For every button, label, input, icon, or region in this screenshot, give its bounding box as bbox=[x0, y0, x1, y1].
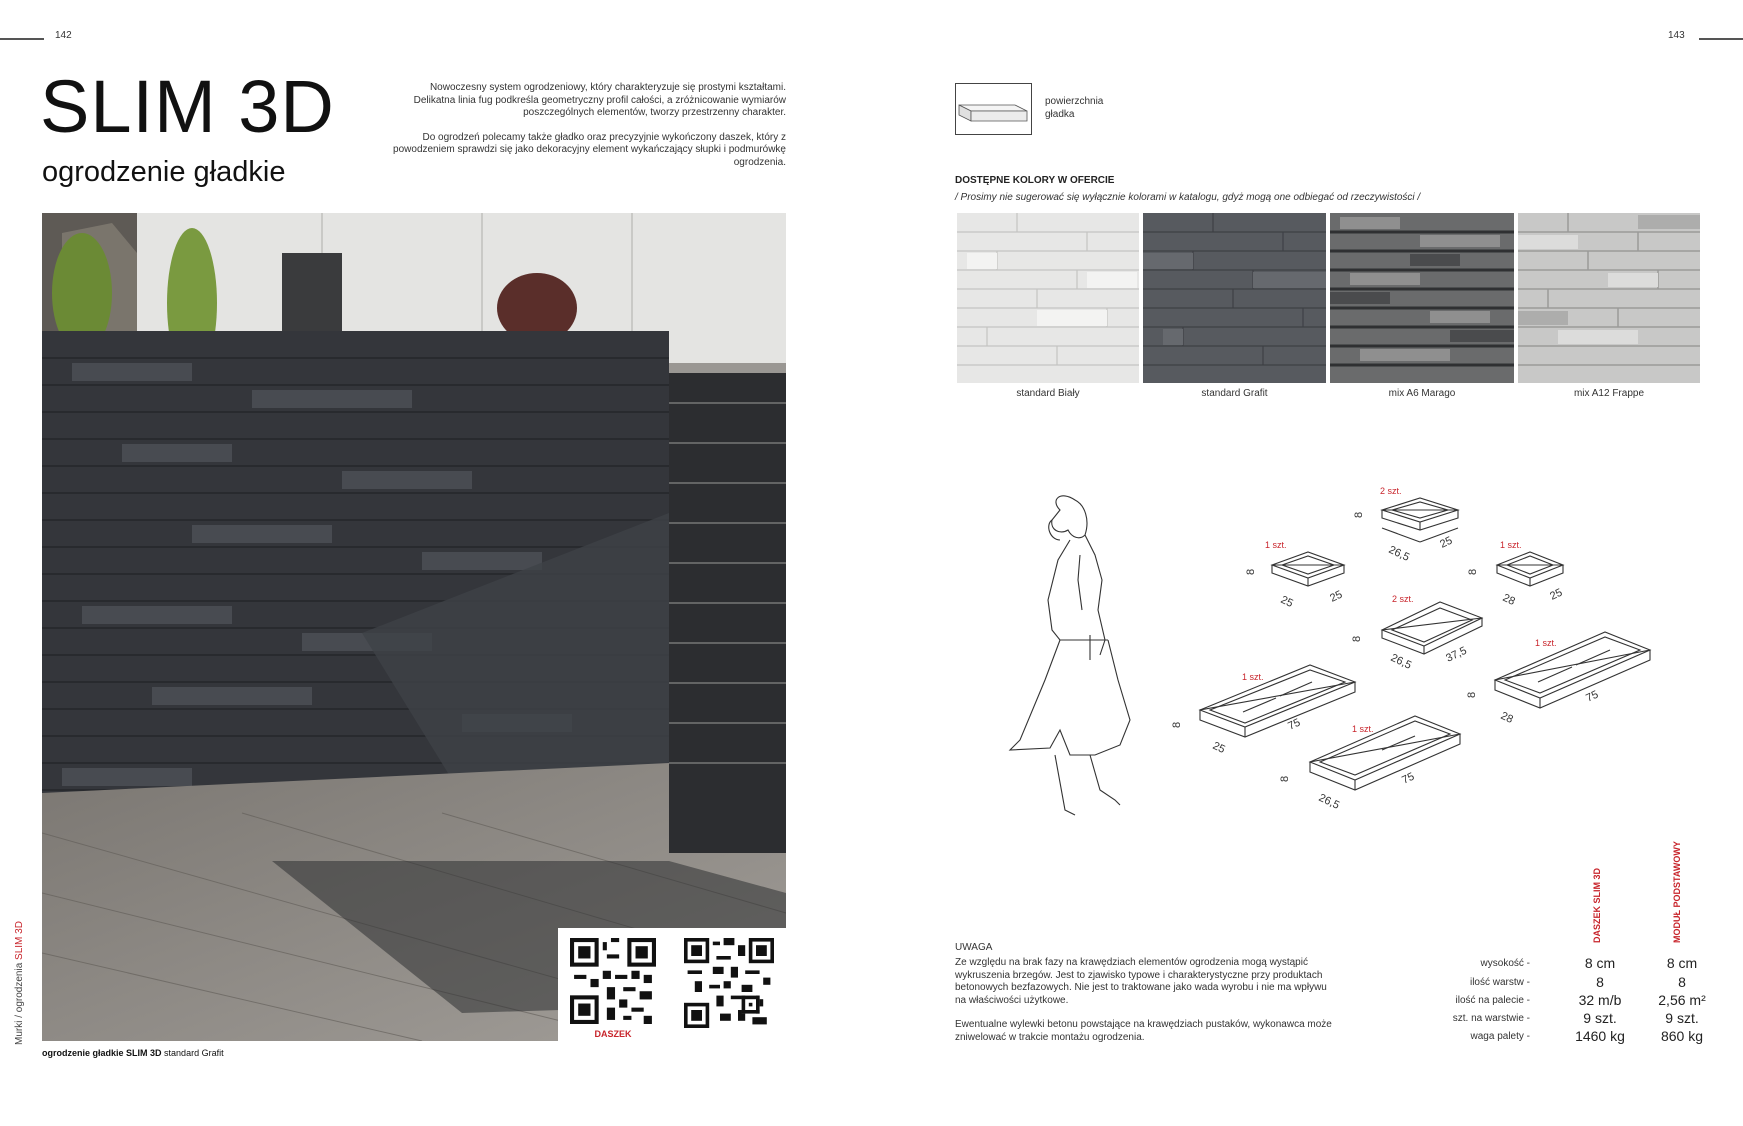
qty-label: 1 szt. bbox=[1535, 638, 1557, 648]
spec-value-daszek: 32 m/b bbox=[1578, 992, 1622, 1008]
dim-label: 8 bbox=[1351, 635, 1363, 642]
qty-label: 1 szt. bbox=[1265, 540, 1287, 550]
spec-value-daszek: 8 bbox=[1596, 974, 1604, 990]
colors-note: / Prosimy nie sugerować się wyłącznie kolorami w katalogu, gdyż mogą one odbiegać od rzeczywistości / bbox=[955, 192, 1421, 203]
qr-code-slim3d[interactable] bbox=[684, 938, 774, 1028]
swatch-mix-a12-frappe[interactable] bbox=[1518, 213, 1700, 383]
spec-value-modul: 9 szt. bbox=[1665, 1010, 1699, 1026]
spec-row bbox=[1440, 974, 1720, 992]
spec-value-modul: 860 kg bbox=[1660, 1028, 1704, 1044]
side-section-label bbox=[14, 921, 25, 1045]
page-number-left: 142 bbox=[55, 30, 72, 41]
page-title: SLIM 3D bbox=[40, 65, 335, 148]
spec-value-modul: 2,56 m² bbox=[1658, 992, 1706, 1008]
woman-silhouette bbox=[1010, 496, 1130, 815]
spec-value-daszek: 8 cm bbox=[1584, 955, 1616, 971]
uwaga-heading: UWAGA bbox=[955, 942, 993, 953]
intro-paragraph-1: Nowoczesny system ogrodzeniowy, który charakteryzuje się prostymi kształtami. Delikatna linia fug podkreśla geometryczny profil całości, a zróżnicowanie wymiarów poszczególnych elementów, tworzy przestrzenny charakter. bbox=[413, 82, 786, 118]
qty-label: 1 szt. bbox=[1500, 540, 1522, 550]
dim-label: 37,5 bbox=[1444, 644, 1469, 665]
page-rule-left bbox=[0, 38, 44, 40]
qr-label-daszek: DASZEK bbox=[594, 1029, 632, 1039]
dim-label: 28 bbox=[1500, 591, 1517, 608]
uwaga-paragraph-2: Ewentualne wylewki betonu powstające na krawędziach pustaków, wykonawca może zniwelować w trakcie montażu ogrodzenia. bbox=[955, 1019, 1332, 1043]
side-label-category: Murki / ogrodzenia bbox=[14, 962, 25, 1045]
surface-smooth-icon bbox=[955, 83, 1032, 135]
dim-label: 75 bbox=[1400, 770, 1417, 787]
surface-label bbox=[1045, 95, 1103, 121]
qty-label: 1 szt. bbox=[1352, 724, 1374, 734]
dim-label: 26,5 bbox=[1388, 651, 1414, 672]
dim-label: 8 bbox=[1245, 568, 1257, 575]
spec-value-modul: 8 bbox=[1678, 974, 1686, 990]
dim-label: 8 bbox=[1467, 568, 1479, 575]
photo-caption bbox=[42, 1048, 224, 1058]
qr-panel bbox=[558, 928, 786, 1041]
qty-label: 2 szt. bbox=[1392, 594, 1414, 604]
swatch-label: mix A12 Frappe bbox=[1573, 388, 1645, 399]
caption-color: standard Grafit bbox=[164, 1048, 224, 1058]
dim-label: 25 bbox=[1548, 586, 1565, 603]
dim-label: 75 bbox=[1286, 716, 1303, 733]
qr-code-daszek[interactable] bbox=[570, 938, 656, 1024]
page-number-right: 143 bbox=[1668, 30, 1685, 41]
dim-label: 25 bbox=[1210, 739, 1227, 756]
swatch-label: standard Biały bbox=[1016, 388, 1080, 399]
spec-column-header-modul: MODUŁ PODSTAWOWY bbox=[1672, 841, 1682, 943]
swatch-standard-grafit[interactable] bbox=[1143, 213, 1326, 383]
swatch-label: mix A6 Marago bbox=[1388, 388, 1456, 399]
dim-label: 28 bbox=[1498, 709, 1515, 726]
dim-label: 25 bbox=[1328, 588, 1345, 605]
fence-photo bbox=[42, 213, 786, 1041]
spec-value-modul: 8 cm bbox=[1666, 955, 1698, 971]
swatch-mix-a6-marago[interactable] bbox=[1330, 213, 1514, 383]
dim-label: 26,5 bbox=[1316, 791, 1342, 812]
dim-label: 8 bbox=[1466, 691, 1478, 698]
swatch-standard-bialy[interactable] bbox=[957, 213, 1139, 383]
colors-heading: DOSTĘPNE KOLORY W OFERCIE bbox=[955, 175, 1115, 186]
side-label-product: SLIM 3D bbox=[14, 921, 25, 960]
spec-row bbox=[1440, 955, 1720, 973]
spec-row bbox=[1440, 1028, 1720, 1046]
elements-diagram bbox=[990, 480, 1690, 830]
spec-row bbox=[1440, 992, 1720, 1010]
qty-label: 2 szt. bbox=[1380, 486, 1402, 496]
surface-label-line-2: gładka bbox=[1045, 109, 1075, 120]
uwaga-paragraph-1: Ze względu na brak fazy na krawędziach elementów ogrodzenia mogą wystąpić wykruszenia brzegów. Jest to zjawisko typowe i charakterystyczne przy produktach betonowych bezfazowych. Nie jest to traktowane jako wada wyrobu i nie ma wpływu na właściwości użytkowe. bbox=[955, 957, 1327, 1006]
spec-label: ilość na palecie - bbox=[1455, 995, 1530, 1006]
spec-column-header-daszek: DASZEK SLIM 3D bbox=[1592, 867, 1602, 943]
spec-label: ilość warstw - bbox=[1469, 977, 1530, 988]
caption-bold: ogrodzenie gładkie SLIM 3D bbox=[42, 1048, 162, 1058]
spec-label: szt. na warstwie - bbox=[1452, 1013, 1530, 1024]
dim-label: 75 bbox=[1584, 688, 1601, 705]
spec-label: waga palety - bbox=[1470, 1031, 1530, 1042]
dim-label: 8 bbox=[1171, 721, 1183, 728]
dim-label: 8 bbox=[1279, 775, 1291, 782]
qty-label: 1 szt. bbox=[1242, 672, 1264, 682]
dim-label: 26,5 bbox=[1386, 543, 1412, 564]
page-rule-right bbox=[1699, 38, 1743, 40]
intro-paragraph-2: Do ogrodzeń polecamy także gładko oraz precyzyjnie wykończony daszek, który z powodzeniem sprawdzi się jako dekoracyjny element wykańczający słupki i podmurówkę ogrodzenia. bbox=[393, 131, 786, 168]
spec-row bbox=[1440, 1010, 1720, 1028]
dim-label: 25 bbox=[1278, 593, 1295, 610]
spec-label: wysokość - bbox=[1480, 958, 1530, 969]
intro-text bbox=[386, 82, 786, 181]
fence-photo-illustration bbox=[42, 213, 786, 1041]
dim-label: 25 bbox=[1438, 534, 1455, 551]
spec-value-daszek: 1460 kg bbox=[1575, 1028, 1625, 1044]
page-subtitle: ogrodzenie gładkie bbox=[42, 156, 286, 188]
dim-label: 8 bbox=[1353, 511, 1365, 518]
uwaga-text bbox=[955, 957, 1335, 1056]
swatch-label: standard Grafit bbox=[1201, 388, 1268, 399]
surface-label-line-1: powierzchnia bbox=[1045, 96, 1104, 107]
spec-value-daszek: 9 szt. bbox=[1583, 1010, 1617, 1026]
